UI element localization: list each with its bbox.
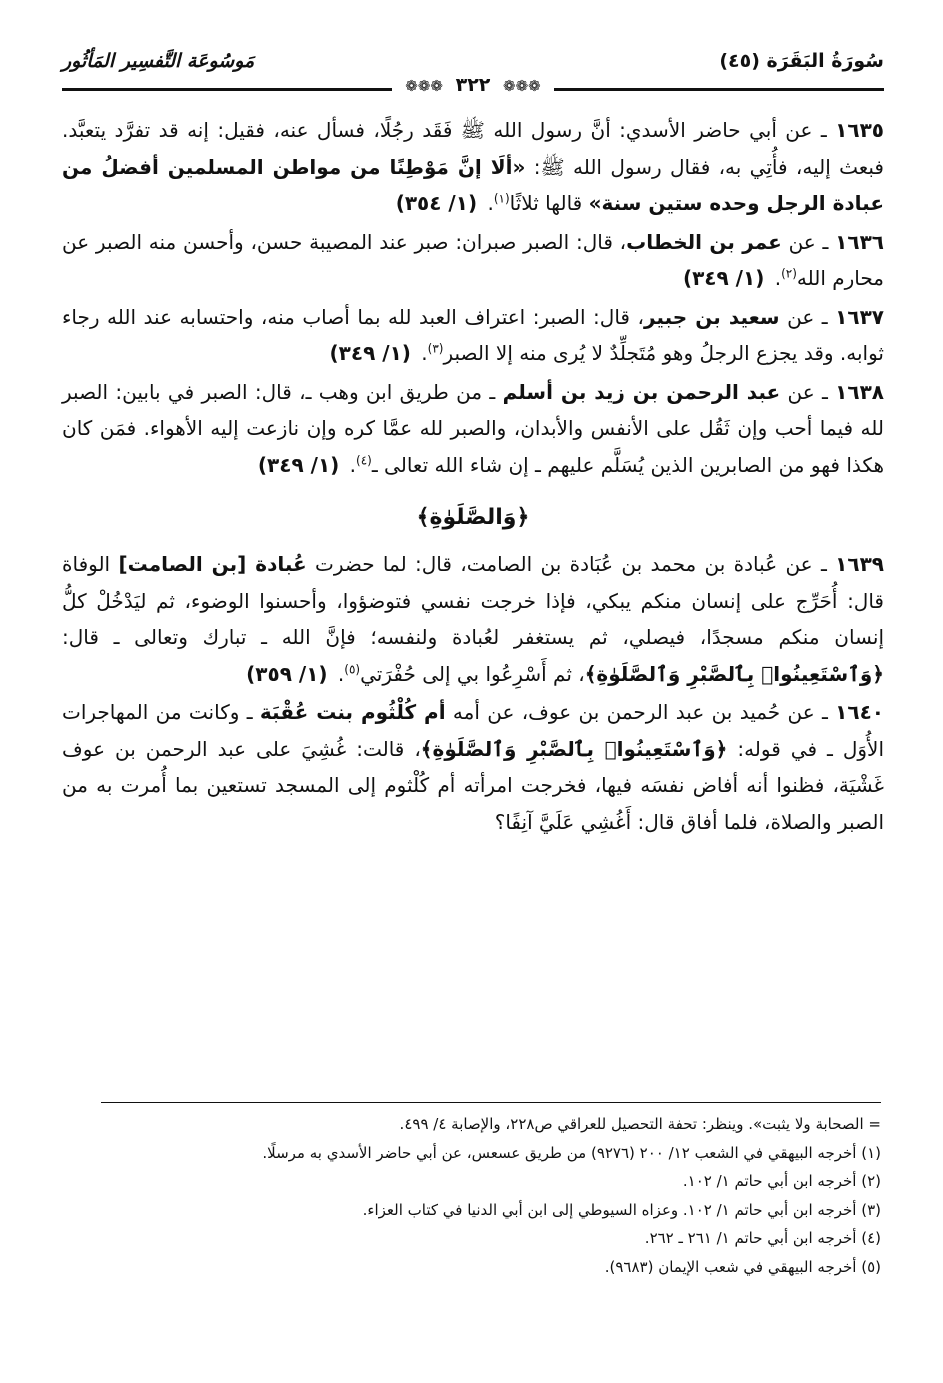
page-number bbox=[62, 74, 884, 96]
narration-text: ـ عن bbox=[780, 379, 836, 404]
narration-paragraph bbox=[62, 374, 884, 484]
book-title: مَوسُوعَة التَّفسِير المَأثُور bbox=[62, 50, 255, 72]
narration-paragraph bbox=[62, 224, 884, 297]
narration-text: ـ عن أبي حاضر الأسدي: أنَّ رسول الله ﷺ فَقَد رجُلًا، فسأل عنه، فقيل: إنه قد تفرَّد يتعبَّد. فبعث إليه، فأُتِي به، فقال رسول الله ﷺ: bbox=[62, 118, 884, 179]
punctuation: . bbox=[414, 341, 428, 365]
punctuation: . bbox=[768, 266, 782, 290]
footnote-line: (٥) أخرجه البيهقي في شعب الإيمان (٩٦٨٣). bbox=[604, 1257, 881, 1276]
emphasis-text: عبد الرحمن بن زيد بن أسلم bbox=[502, 379, 781, 404]
running-header bbox=[62, 40, 884, 112]
narration-text: ـ عن bbox=[781, 229, 836, 254]
punctuation: . bbox=[331, 661, 345, 686]
emphasis-text: عمر بن الخطاب bbox=[626, 229, 782, 254]
page bbox=[62, 40, 884, 842]
footnote-marker: (٣) bbox=[427, 341, 444, 356]
emphasis-text: سعيد بن جبير bbox=[643, 304, 780, 329]
narration-text: ـ عن bbox=[779, 304, 836, 329]
page-number-text: ٣٢٢ bbox=[455, 74, 491, 96]
narration-number: ١٦٣٦ bbox=[835, 229, 884, 254]
volume-reference: (١/ ٣٥٩) bbox=[246, 661, 328, 686]
volume-reference: (١/ ٣٤٩) bbox=[329, 341, 411, 365]
narration-text: قالها ثلاثًا bbox=[509, 191, 589, 215]
footnote-line: (٤) أخرجه ابن أبي حاتم ١/ ٢٦١ ـ ٢٦٢. bbox=[644, 1229, 881, 1247]
narration-text: ـ عن حُميد بن عبد الرحمن بن عوف، عن أمه bbox=[445, 700, 836, 724]
footnote-line: (١) أخرجه البيهقي في الشعب ١٢/ ٢٠٠ (٩٢٧٦) من طريق عسعس، عن أبي حاضر الأسدي به مرسلًا. bbox=[262, 1143, 881, 1162]
narration-text: ـ عن عُبادة بن محمد بن عُبَادة بن الصامت، قال: لما حضرت bbox=[306, 552, 836, 576]
ornament-icon: ❁❁❁ bbox=[405, 77, 443, 95]
narration-number: ١٦٤٠ bbox=[835, 700, 884, 724]
volume-reference: (١/ ٣٥٤) bbox=[395, 191, 478, 215]
narration-number: ١٦٣٥ bbox=[835, 118, 884, 142]
narration-text: ـ من طريق ابن وهب ـ، قال: الصبر في بابين: الصبر لله فيما أحب وإن ثَقُل على الأنفس والأبدان، والصبر لله عمَّا كره وإن نازعت إليه الأهواء. فمَن كان هكذا فهو من الصابرين الذين يُسَلَّم عليهم ـ إن شاء الله تعالى ـ bbox=[62, 379, 884, 477]
narrations-block-2 bbox=[62, 546, 884, 840]
footnote-marker: (٥) bbox=[344, 661, 361, 676]
footnotes bbox=[59, 1110, 881, 1281]
narration-paragraph bbox=[62, 694, 884, 840]
narration-paragraph bbox=[62, 112, 884, 222]
narration-number: ١٦٣٧ bbox=[835, 304, 884, 329]
narration-text: ، قالت: غُشِيَ على عبد الرحمن بن عوف غَشْيَة، فظنوا أنه أفاض نفسَه فيها، فخرجت امرأته أم كُلْثوم إلى المسجد تستعين بما أُمرت به من الصبر والصلاة، فلما أفاق قال: أَغُشِي عَلَيَّ آنِفًا؟ bbox=[62, 736, 884, 834]
volume-reference: (١/ ٣٤٩) bbox=[682, 266, 765, 290]
narration-text: الوفاة قال: أُحَرِّج على إنسان منكم يبكي، فإذا خرجت نفسي فتوضؤوا، وأحسنوا الوضوء، ثم ليَدْخُلْ كلُّ إنسان منكم مسجدًا، فيصلي، ثم يستغفر لعُبادة ولنفسه؛ فإنَّ الله ـ تبارك وتعالى ـ قال: bbox=[62, 552, 884, 649]
narration-paragraph bbox=[62, 546, 884, 692]
footnote-marker: (٢) bbox=[781, 266, 797, 281]
emphasis-text: أم كُلْثُوم بنت عُقْبَة bbox=[259, 700, 446, 724]
narration-number: ١٦٣٨ bbox=[835, 379, 884, 404]
narration-text: ـ وكانت من المهاجرات الأُوَل ـ في قوله: bbox=[62, 700, 885, 761]
emphasis-text: ﴿وَٱسْتَعِينُوا۟ بِٱلصَّبْرِ وَٱلصَّلَوٰةِ﴾ bbox=[420, 736, 728, 761]
punctuation: . bbox=[343, 452, 357, 477]
narration-text: ، قال: الصبر: اعتراف العبد لله بما أصاب منه، واحتسابه عند الله رجاء ثوابه. وقد يجزع الرجلُ وهو مُتَجلِّدٌ لا يُرى منه إلا الصبر bbox=[62, 304, 884, 365]
narration-number: ١٦٣٩ bbox=[835, 552, 884, 576]
narration-paragraph bbox=[62, 299, 884, 372]
punctuation: . bbox=[481, 191, 494, 215]
footnote-rule bbox=[101, 1102, 881, 1103]
ornament-icon: ❁❁❁ bbox=[503, 77, 541, 95]
footnote-line: (٣) أخرجه ابن أبي حاتم ١/ ١٠٢. وعزاه السيوطي إلى ابن أبي الدنيا في كتاب العزاء. bbox=[362, 1200, 881, 1219]
emphasis-text: عُبادة [بن الصامت] bbox=[118, 552, 307, 576]
footnote-marker: (١) bbox=[493, 191, 510, 206]
surah-title: سُورَةُ البَقَرَة (٤٥) bbox=[719, 50, 884, 72]
volume-reference: (١/ ٣٤٩) bbox=[257, 452, 340, 477]
narration-text: ، قال: الصبر صبران: صبر عند المصيبة حسن، وأحسن منه الصبر عن محارم الله bbox=[62, 229, 884, 290]
footnote-line: (٢) أخرجه ابن أبي حاتم ١/ ١٠٢. bbox=[682, 1172, 881, 1190]
footnote-marker: (٤) bbox=[356, 452, 372, 467]
section-heading: ﴿وَالصَّلَوٰةِ﴾ bbox=[416, 505, 530, 530]
emphasis-text: «ألَا إنَّ مَوْطِنًا من مواطن المسلمين أفضلُ من عبادة الرجل وحده ستين سنة» bbox=[62, 154, 884, 215]
narrations-block bbox=[62, 112, 884, 483]
emphasis-text: ﴿وَٱسْتَعِينُوا۟ بِٱلصَّبْرِ وَٱلصَّلَوٰةِ﴾ bbox=[584, 661, 884, 686]
narration-text: ، ثم أَسْرِعُوا بي إلى حُفْرَتي bbox=[360, 661, 585, 686]
footnote-line: = الصحابة ولا يثبت». وينظر: تحفة التحصيل للعراقي ص٢٢٨، والإصابة ٤/ ٤٩٩. bbox=[399, 1115, 881, 1133]
